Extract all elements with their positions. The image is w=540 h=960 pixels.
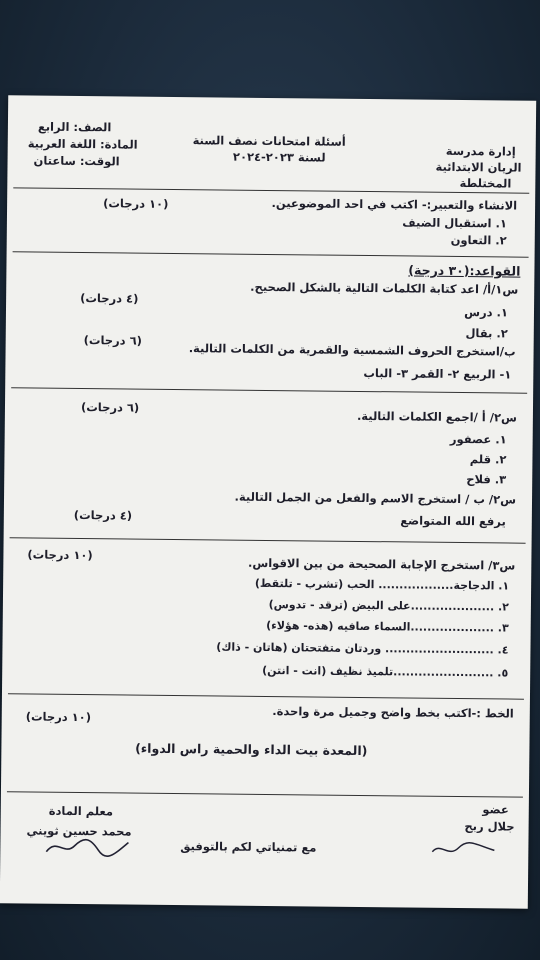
q3-item-3: ٣. ....................السماء صافيه (هذه- هؤلاء) — [266, 618, 509, 635]
handwriting-heading: الخط :-اكتب بخط واضح وجميل مرة واحدة. — [272, 704, 514, 721]
member-signature — [428, 838, 498, 861]
divider — [7, 791, 523, 797]
q2b-marks: (٤ درجات) — [73, 507, 133, 523]
subject-label: المادة: اللغة العربية — [27, 136, 138, 152]
grammar-q1a-marks: (٤ درجات) — [80, 291, 139, 306]
composition-marks: (١٠ درجات) — [103, 196, 169, 211]
admin-line-2: الريان الابتدائية — [435, 159, 522, 175]
q3-item-1: ١. الدجاجة.................. الحب (تشرب - تلتقط) — [254, 576, 510, 593]
grammar-heading: القواعد:(٣٠ درجة) — [408, 262, 521, 279]
exam-paper — [0, 95, 536, 908]
handwriting-proverb: (المعدة بيت الداء والحمية راس الدواء) — [135, 740, 368, 759]
exam-year: لسنة ٢٠٢٣-٢٠٢٤ — [232, 149, 326, 165]
closing-wishes: مع تمنياتي لكم بالتوفيق — [180, 839, 317, 855]
time-label: الوقت: ساعتان — [33, 153, 120, 169]
q2b-sentence: يرفع الله المتواضع — [400, 513, 506, 529]
teacher-title: معلم المادة — [48, 803, 114, 819]
composition-item-2: ٢. التعاون — [450, 232, 507, 248]
handwriting-marks: (١٠ درجات) — [25, 709, 92, 725]
divider — [10, 537, 526, 543]
q3-item-2: ٢. ....................على البيض (ترقد - تدوس) — [268, 598, 509, 614]
grade-label: الصف: الرابع — [37, 119, 112, 135]
divider — [8, 693, 524, 699]
member-name: جلال ربح — [464, 819, 515, 834]
q3-item-5: ٥. ........................تلميذ نظيف (انت - انتن) — [262, 663, 509, 680]
q2a-item-3: ٣. فلاح — [466, 472, 507, 487]
q2a-heading: س٢/ أ /اجمع الكلمات التالية. — [356, 408, 517, 425]
q2a-marks: (٦ درجات) — [80, 400, 140, 415]
grammar-q1b-items: ١- الربيع ٢- القمر ٣- الباب — [363, 365, 512, 382]
q2a-item-2: ٢. قلم — [469, 452, 507, 467]
q2a-item-1: ١. عصفور — [449, 431, 507, 447]
composition-heading: الانشاء والتعبير:- اكتب في احد الموضوعين. — [271, 196, 518, 213]
q2b-heading: س٢/ ب / استخرج الاسم والفعل من الجمل التالية. — [234, 489, 517, 507]
grammar-q1b: ب/استخرج الحروف الشمسية والقمرية من الكلمات التالية. — [188, 341, 516, 359]
exam-title: أسئلة امتحانات نصف السنة — [192, 133, 346, 149]
grammar-q1b-marks: (٦ درجات) — [83, 333, 143, 348]
divider — [11, 387, 527, 393]
grammar-q1a-item-2: ٢. بقال — [465, 326, 508, 341]
member-title: عضو — [482, 802, 509, 817]
teacher-name: محمد حسين ثويني — [26, 823, 132, 839]
divider — [13, 187, 529, 193]
q3-heading: س٣/ استخرج الإجابة الصحيحة من بين الاقواس. — [247, 555, 516, 573]
divider — [13, 251, 529, 257]
grammar-q1a: س١/أ/ اعد كتابة الكلمات التالية بالشكل الصحيح. — [250, 279, 519, 297]
teacher-signature — [42, 834, 132, 861]
admin-line-3: المختلطة — [459, 175, 512, 191]
composition-item-1: ١. استقبال الضيف — [402, 215, 508, 231]
q3-marks: (١٠ درجات) — [27, 547, 93, 563]
grammar-q1a-item-1: ١. درس — [464, 305, 509, 320]
q3-item-4: ٤. .......................... وردتان متفتحتان (هاتان - ذاك) — [216, 640, 509, 657]
admin-line-1: إدارة مدرسة — [445, 143, 516, 159]
